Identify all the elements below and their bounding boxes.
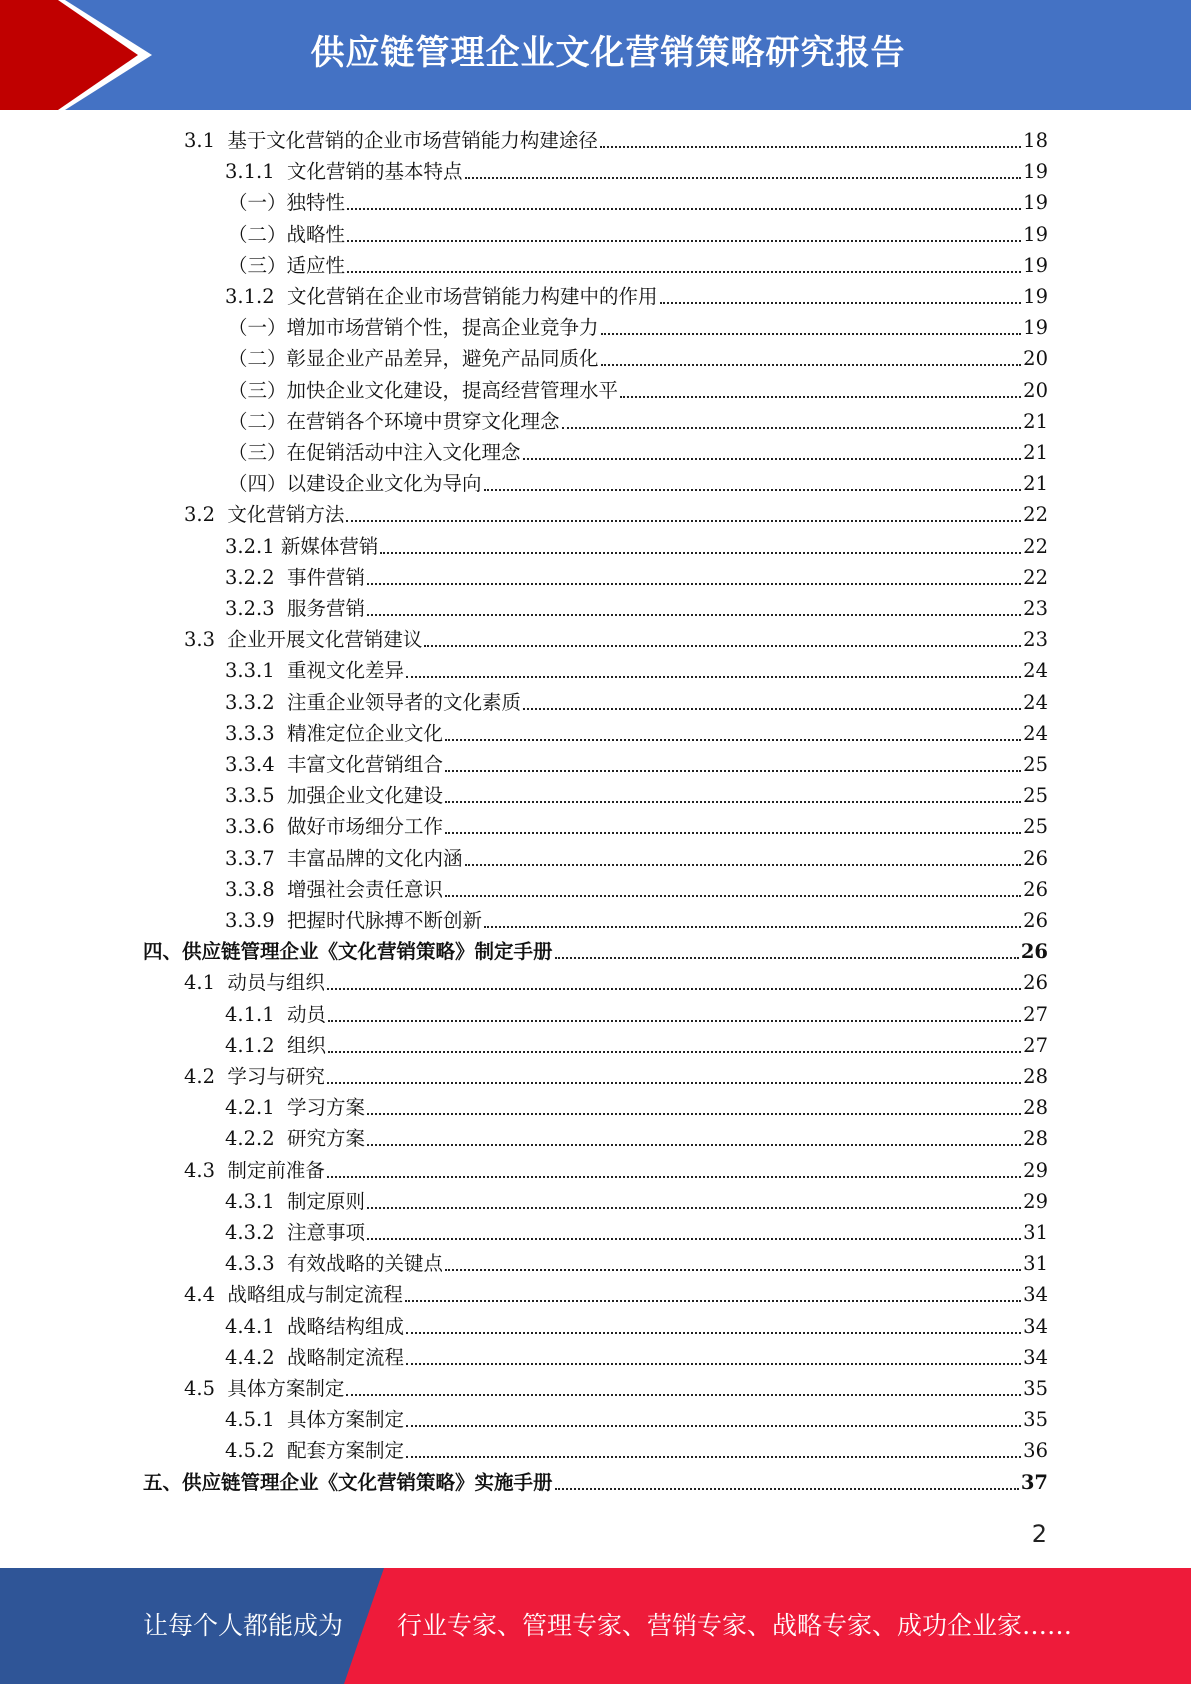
toc-leader-dots	[445, 1269, 1021, 1271]
toc-entry[interactable]	[184, 1158, 1048, 1184]
toc-entry[interactable]	[184, 627, 1048, 653]
toc-entry-page: 21	[1023, 472, 1048, 496]
toc-leader-dots	[562, 427, 1022, 429]
toc-leader-dots	[406, 1425, 1021, 1427]
toc-entry-number: 3.1.1	[225, 160, 288, 184]
toc-entry-page: 35	[1023, 1377, 1048, 1400]
toc-entry-page: 25	[1023, 753, 1048, 776]
toc-leader-dots	[465, 864, 1022, 866]
toc-entry-title: 有效战略的关键点	[287, 1252, 444, 1276]
toc-leader-dots	[445, 801, 1021, 803]
toc-entry[interactable]	[225, 534, 1048, 560]
toc-leader-dots	[367, 614, 1021, 616]
toc-leader-dots	[367, 1207, 1021, 1209]
toc-entry[interactable]	[225, 1033, 1048, 1059]
toc-entry[interactable]	[225, 877, 1048, 903]
toc-entry[interactable]	[184, 1064, 1048, 1090]
toc-entry-number: 4.1	[184, 971, 228, 995]
toc-leader-dots	[367, 1113, 1021, 1115]
toc-leader-dots	[660, 302, 1022, 304]
toc-leader-dots	[328, 1020, 1021, 1022]
toc-entry-title: 战略结构组成	[287, 1314, 405, 1338]
toc-entry[interactable]	[225, 159, 1048, 185]
toc-entry[interactable]	[225, 814, 1048, 840]
toc-entry[interactable]	[184, 970, 1048, 996]
toc-leader-dots	[346, 520, 1021, 522]
report-title: 供应链管理企业文化营销策略研究报告	[310, 33, 906, 73]
toc-entry-number: 4.1.1	[225, 1002, 288, 1026]
toc-entry-title: 具体方案制定	[287, 1408, 405, 1432]
toc-entry-title: 动员	[287, 1002, 327, 1026]
toc-entry-number: 4.4.1	[225, 1314, 288, 1338]
toc-leader-dots	[484, 489, 1022, 491]
toc-entry[interactable]	[228, 190, 1048, 216]
toc-entry-number: 3.2	[184, 503, 228, 527]
toc-entry-page: 19	[1023, 160, 1048, 184]
toc-leader-dots	[555, 1488, 1019, 1490]
toc-entry-page: 19	[1023, 316, 1048, 340]
toc-entry-page: 28	[1023, 1096, 1048, 1120]
toc-entry-number: 3.3.1	[225, 659, 288, 683]
toc-entry-page: 31	[1023, 1252, 1048, 1276]
toc-entry[interactable]	[225, 721, 1048, 747]
toc-leader-dots	[406, 1456, 1021, 1458]
toc-entry-title: 注意事项	[287, 1221, 366, 1244]
toc-entry-title: 文化营销的基本特点	[287, 160, 463, 184]
toc-entry-title: 基于文化营销的企业市场营销能力构建途径	[227, 129, 598, 152]
toc-entry-number: 4.4	[184, 1283, 228, 1307]
toc-entry-title: 制定原则	[287, 1189, 366, 1213]
toc-entry-title: 学习方案	[287, 1096, 366, 1120]
toc-entry[interactable]	[225, 1189, 1048, 1215]
toc-entry-number: 4.3.3	[225, 1252, 288, 1276]
footer-slogan-right: 行业专家、管理专家、营销专家、战略专家、成功企业家……	[397, 1611, 1073, 1640]
toc-leader-dots	[405, 1300, 1021, 1302]
toc-entry[interactable]	[225, 1220, 1048, 1246]
toc-leader-dots	[445, 770, 1021, 772]
toc-entry-page: 22	[1023, 565, 1048, 589]
toc-entry-number: 3.3.6	[225, 815, 288, 839]
toc-leader-dots	[555, 957, 1019, 959]
toc-leader-dots	[620, 396, 1021, 398]
toc-entry-page: 31	[1023, 1221, 1048, 1244]
toc-entry-page: 18	[1023, 129, 1048, 152]
toc-entry-number: 3.2.3	[225, 597, 288, 620]
toc-entry-number: 3.1.2	[225, 285, 288, 308]
toc-leader-dots	[347, 240, 1021, 242]
toc-entry-page: 19	[1023, 222, 1048, 246]
toc-entry-number: 4.2.1	[225, 1096, 288, 1120]
toc-leader-dots	[328, 1051, 1021, 1053]
toc-entry-title: 四、供应链管理企业《文化营销策略》制定手册	[143, 940, 553, 964]
toc-entry-page: 22	[1023, 503, 1048, 527]
toc-leader-dots	[406, 676, 1021, 678]
toc-entry-page: 28	[1023, 1065, 1048, 1088]
toc-leader-dots	[601, 333, 1022, 335]
toc-entry-page: 25	[1023, 784, 1048, 808]
toc-entry[interactable]	[143, 1470, 1048, 1496]
toc-entry-page: 36	[1023, 1439, 1048, 1463]
toc-entry[interactable]	[184, 502, 1048, 528]
toc-entry-number: 4.5	[184, 1377, 228, 1400]
toc-entry-number: 3.3.8	[225, 877, 288, 901]
toc-entry[interactable]	[225, 846, 1048, 872]
toc-entry[interactable]	[228, 222, 1048, 248]
toc-leader-dots	[424, 645, 1021, 647]
toc-entry-number: 3.1	[184, 129, 228, 152]
footer-slogan-left: 让每个人都能成为	[143, 1611, 344, 1640]
toc-leader-dots	[327, 988, 1021, 990]
toc-entry-page: 21	[1023, 441, 1048, 464]
toc-entry-title: （一）独特性	[228, 191, 346, 215]
toc-entry-title: 制定前准备	[227, 1158, 325, 1182]
toc-entry-page: 26	[1023, 971, 1048, 995]
toc-entry-number: 4.5.1	[225, 1408, 288, 1432]
toc-entry[interactable]	[225, 908, 1048, 934]
toc-entry-number: 4.4.2	[225, 1345, 288, 1369]
toc-leader-dots	[346, 1394, 1021, 1396]
toc-entry-page: 34	[1023, 1283, 1048, 1307]
toc-entry-page: 20	[1023, 378, 1048, 402]
toc-entry-page: 29	[1023, 1189, 1048, 1213]
page-footer	[0, 1568, 1191, 1684]
toc-entry[interactable]	[184, 1376, 1048, 1402]
toc-entry[interactable]	[184, 1282, 1048, 1308]
toc-entry[interactable]	[228, 409, 1048, 435]
toc-entry-page: 23	[1023, 597, 1048, 620]
toc-leader-dots	[380, 552, 1021, 554]
toc-entry-page: 19	[1023, 253, 1048, 277]
toc-leader-dots	[347, 208, 1021, 210]
toc-leader-dots	[484, 926, 1021, 928]
toc-entry-number: 3.3.9	[225, 909, 288, 932]
toc-entry-title: 文化营销方法	[227, 503, 345, 527]
toc-entry-title: 学习与研究	[227, 1065, 325, 1088]
toc-entry-title: 服务营销	[287, 597, 366, 620]
toc-entry[interactable]	[225, 1095, 1048, 1121]
toc-entry[interactable]	[228, 471, 1048, 497]
toc-entry-title: （四）以建设企业文化为导向	[228, 472, 482, 496]
toc-entry[interactable]	[225, 1438, 1048, 1464]
toc-entry-number: 4.1.2	[225, 1033, 288, 1057]
toc-entry-title: 增强社会责任意识	[287, 877, 444, 901]
toc-entry-title: 研究方案	[287, 1127, 366, 1151]
toc-leader-dots	[327, 1082, 1021, 1084]
toc-entry[interactable]	[225, 1126, 1048, 1152]
toc-entry-title: （一）增加市场营销个性，提高企业竞争力	[228, 316, 599, 340]
toc-entry[interactable]	[228, 315, 1048, 341]
toc-entry-title: 重视文化差异	[287, 659, 405, 683]
toc-entry[interactable]	[184, 128, 1048, 154]
toc-entry-title: （二）在营销各个环境中贯穿文化理念	[228, 409, 560, 433]
toc-entry[interactable]	[225, 1314, 1048, 1340]
toc-entry-number: 4.2.2	[225, 1127, 288, 1151]
toc-leader-dots	[347, 271, 1021, 273]
toc-leader-dots	[406, 1332, 1021, 1334]
toc-leader-dots	[445, 832, 1021, 834]
toc-entry[interactable]	[225, 596, 1048, 622]
toc-entry-number: 4.5.2	[225, 1439, 288, 1463]
toc-entry-number: 3.2.1	[225, 534, 281, 558]
toc-entry-title: 加强企业文化建设	[287, 784, 444, 808]
toc-entry-page: 20	[1023, 347, 1048, 371]
toc-leader-dots	[465, 177, 1022, 179]
toc-entry-title: （三）在促销活动中注入文化理念	[228, 441, 521, 464]
toc-entry[interactable]	[225, 690, 1048, 716]
toc-entry[interactable]	[225, 752, 1048, 778]
toc-entry-page: 37	[1020, 1470, 1048, 1494]
toc-leader-dots	[367, 1238, 1021, 1240]
toc-entry-page: 26	[1023, 846, 1048, 870]
toc-entry-title: （三）适应性	[228, 253, 346, 277]
toc-entry[interactable]	[225, 1407, 1048, 1433]
toc-leader-dots	[406, 1363, 1021, 1365]
toc-entry-number: 3.3.4	[225, 753, 288, 776]
toc-entry[interactable]	[225, 783, 1048, 809]
toc-entry-number: 4.3.2	[225, 1221, 288, 1244]
toc-entry-number: 3.3.3	[225, 721, 288, 745]
toc-entry-title: （二）彰显企业产品差异，避免产品同质化	[228, 347, 599, 371]
toc-entry-title: （三）加快企业文化建设，提高经营管理水平	[228, 378, 619, 402]
toc-entry-title: 注重企业领导者的文化素质	[287, 690, 522, 714]
toc-entry-page: 23	[1023, 628, 1048, 652]
page-header	[0, 0, 1191, 110]
page-number: 2	[1031, 1520, 1047, 1548]
toc-leader-dots	[445, 739, 1021, 741]
toc-entry[interactable]	[225, 658, 1048, 684]
toc-entry-number: 3.3	[184, 628, 228, 652]
toc-entry-title: 五、供应链管理企业《文化营销策略》实施手册	[143, 1470, 553, 1494]
toc-entry-number: 4.3	[184, 1158, 228, 1182]
toc-entry[interactable]	[225, 1002, 1048, 1028]
toc-entry[interactable]	[225, 1345, 1048, 1371]
toc-leader-dots	[523, 708, 1021, 710]
toc-entry-page: 22	[1023, 534, 1048, 558]
toc-entry[interactable]	[228, 378, 1048, 404]
toc-entry-title: 组织	[287, 1033, 327, 1057]
toc-entry-number: 3.2.2	[225, 565, 288, 589]
toc-entry-title: 战略组成与制定流程	[227, 1283, 403, 1307]
toc-entry-page: 25	[1023, 815, 1048, 839]
toc-entry-page: 19	[1023, 191, 1048, 215]
toc-entry-title: 丰富文化营销组合	[287, 753, 444, 776]
toc-entry-title: 配套方案制定	[287, 1439, 405, 1463]
toc-entry-page: 34	[1023, 1345, 1048, 1369]
toc-entry-title: 动员与组织	[227, 971, 325, 995]
toc-entry-title: 精准定位企业文化	[287, 721, 444, 745]
toc-entry[interactable]	[143, 939, 1048, 965]
toc-leader-dots	[523, 458, 1022, 460]
toc-entry-number: 3.3.2	[225, 690, 288, 714]
toc-entry[interactable]	[228, 440, 1048, 466]
toc-leader-dots	[367, 583, 1021, 585]
toc-entry-title: 企业开展文化营销建议	[227, 628, 423, 652]
toc-entry[interactable]	[225, 1251, 1048, 1277]
toc-leader-dots	[601, 364, 1022, 366]
toc-entry-page: 34	[1023, 1314, 1048, 1338]
toc-entry-page: 28	[1023, 1127, 1048, 1151]
toc-entry-title: 做好市场细分工作	[287, 815, 444, 839]
toc-entry-title: 具体方案制定	[227, 1377, 345, 1400]
toc-entry-title: （二）战略性	[228, 222, 346, 246]
toc-leader-dots	[600, 146, 1021, 148]
toc-entry-title: 战略制定流程	[287, 1345, 405, 1369]
toc-entry-page: 29	[1023, 1158, 1048, 1182]
toc-entry-title: 事件营销	[287, 565, 366, 589]
toc-entry-number: 4.3.1	[225, 1189, 288, 1213]
toc-entry-title: 新媒体营销	[280, 534, 379, 558]
toc-entry-page: 24	[1023, 659, 1048, 683]
toc-entry-page: 35	[1023, 1408, 1048, 1432]
toc-entry-page: 27	[1023, 1033, 1048, 1057]
toc-entry[interactable]	[228, 253, 1048, 279]
toc-entry-page: 26	[1020, 940, 1048, 964]
toc-entry-page: 26	[1023, 909, 1048, 932]
toc-entry-title: 把握时代脉搏不断创新	[287, 909, 483, 932]
toc-entry-number: 3.3.7	[225, 846, 288, 870]
toc-entry-page: 26	[1023, 877, 1048, 901]
toc-entry-page: 21	[1023, 409, 1048, 433]
toc-entry-number: 3.3.5	[225, 784, 288, 808]
toc-entry-page: 27	[1023, 1002, 1048, 1026]
toc-leader-dots	[327, 1176, 1021, 1178]
toc-entry-page: 24	[1023, 690, 1048, 714]
toc-entry-page: 19	[1023, 285, 1048, 308]
toc-entry[interactable]	[225, 284, 1048, 310]
toc-entry-number: 4.2	[184, 1065, 228, 1088]
toc-entry-title: 丰富品牌的文化内涵	[287, 846, 463, 870]
toc-entry-page: 24	[1023, 721, 1048, 745]
toc-entry-title: 文化营销在企业市场营销能力构建中的作用	[287, 285, 658, 308]
toc-leader-dots	[445, 895, 1021, 897]
toc-entry[interactable]	[225, 565, 1048, 591]
toc-entry[interactable]	[228, 346, 1048, 372]
toc-leader-dots	[367, 1144, 1021, 1146]
